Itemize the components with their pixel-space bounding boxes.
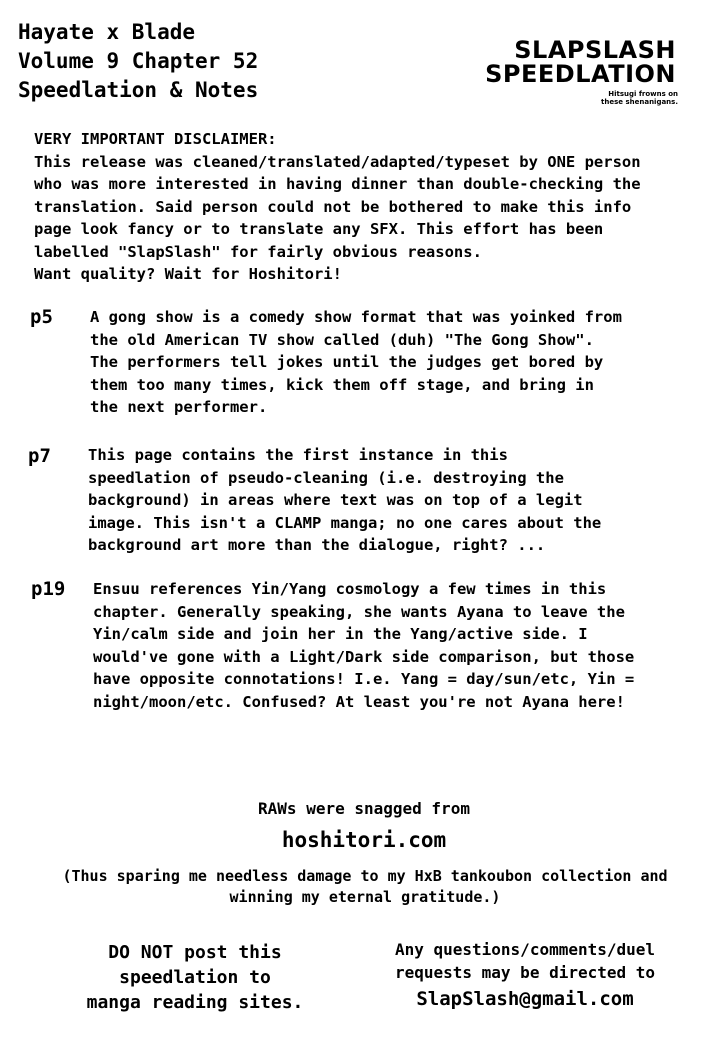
note-line: them too many times, kick them off stage, and bring in: [90, 375, 594, 394]
contact-line: requests may be directed to: [394, 963, 656, 982]
disclaimer-line: who was more interested in having dinner than double-checking the: [34, 175, 641, 193]
brand-line: SLAPSLASH: [514, 36, 676, 64]
disclaimer-line: labelled "SlapSlash" for fairly obvious reasons.: [34, 242, 482, 261]
note-line: night/moon/etc. Confused? At least you're not Ayana here!: [93, 692, 625, 711]
note-line: Yin/calm side and join her in the Yang/active side. I: [93, 625, 588, 643]
note-line: the next performer.: [90, 398, 268, 416]
disclaimer-line: page look fancy or to translate any SFX. This effort has been: [34, 220, 604, 238]
disclaimer-line: Want quality? Wait for Hoshitori!: [34, 265, 342, 283]
note-line: The performers tell jokes until the judges get bored by: [90, 353, 604, 371]
note-page-label: p7: [28, 445, 51, 467]
warning-line: DO NOT post this: [108, 942, 282, 963]
note-line: have opposite connotations! I.e. Yang = day/sun/etc, Yin =: [93, 670, 635, 688]
contact-info: [360, 938, 690, 984]
title-line: Volume 9 Chapter 52: [18, 49, 259, 73]
note-line: image. This isn't a CLAMP manga; no one cares about the: [88, 513, 602, 532]
raws-note: [20, 866, 710, 908]
raws-note-line: winning my eternal gratitude.): [229, 888, 501, 906]
warning-line: speedlation to: [119, 967, 271, 988]
reposting-warning: [60, 940, 330, 1015]
raws-site-link[interactable]: hoshitori.com: [281, 828, 447, 852]
raws-note-line: (Thus sparing me needless damage to my HxB tankoubon collection and: [62, 867, 668, 885]
note-line: background art more than the dialogue, right? ...: [88, 536, 546, 554]
contact-email-link[interactable]: SlapSlash@gmail.com: [416, 988, 634, 1010]
note-page-label: p19: [31, 578, 66, 600]
note-line: would've gone with a Light/Dark side comparison, but those: [93, 647, 635, 666]
note-line: A gong show is a comedy show format that was yoinked from: [90, 308, 622, 326]
brand-note-line: Hitsugi frowns on: [608, 90, 678, 98]
note-body: [93, 578, 634, 713]
note-line: This page contains the first instance in this: [88, 446, 508, 464]
disclaimer: [34, 128, 724, 286]
note-body: [90, 306, 622, 419]
group-brand: [470, 38, 676, 86]
note-line: background) in areas where text was on top of a legit: [88, 491, 583, 509]
note-body: [88, 444, 601, 557]
page-title: [18, 18, 258, 105]
disclaimer-line: This release was cleaned/translated/adapted/typeset by ONE person: [34, 152, 641, 171]
note-line: Ensuu references Yin/Yang cosmology a few times in this: [93, 580, 607, 598]
disclaimer-line: translation. Said person could not be bothered to make this info: [34, 197, 632, 216]
disclaimer-heading: VERY IMPORTANT DISCLAIMER:: [34, 130, 277, 148]
title-line: Speedlation & Notes: [18, 78, 259, 102]
note-line: the old American TV show called (duh) "The Gong Show".: [90, 330, 594, 349]
raws-label: RAWs were snagged from: [258, 799, 470, 818]
brand-line: SPEEDLATION: [485, 60, 676, 88]
warning-line: manga reading sites.: [86, 992, 304, 1013]
brand-note-line: these shenanigans.: [601, 98, 678, 106]
note-line: speedlation of pseudo-cleaning (i.e. destroying the: [88, 468, 564, 487]
contact-line: Any questions/comments/duel: [394, 940, 656, 959]
title-line: Hayate x Blade: [18, 20, 196, 44]
brand-note: [560, 90, 678, 106]
note-page-label: p5: [30, 306, 53, 328]
note-line: chapter. Generally speaking, she wants Ayana to leave the: [93, 602, 625, 621]
